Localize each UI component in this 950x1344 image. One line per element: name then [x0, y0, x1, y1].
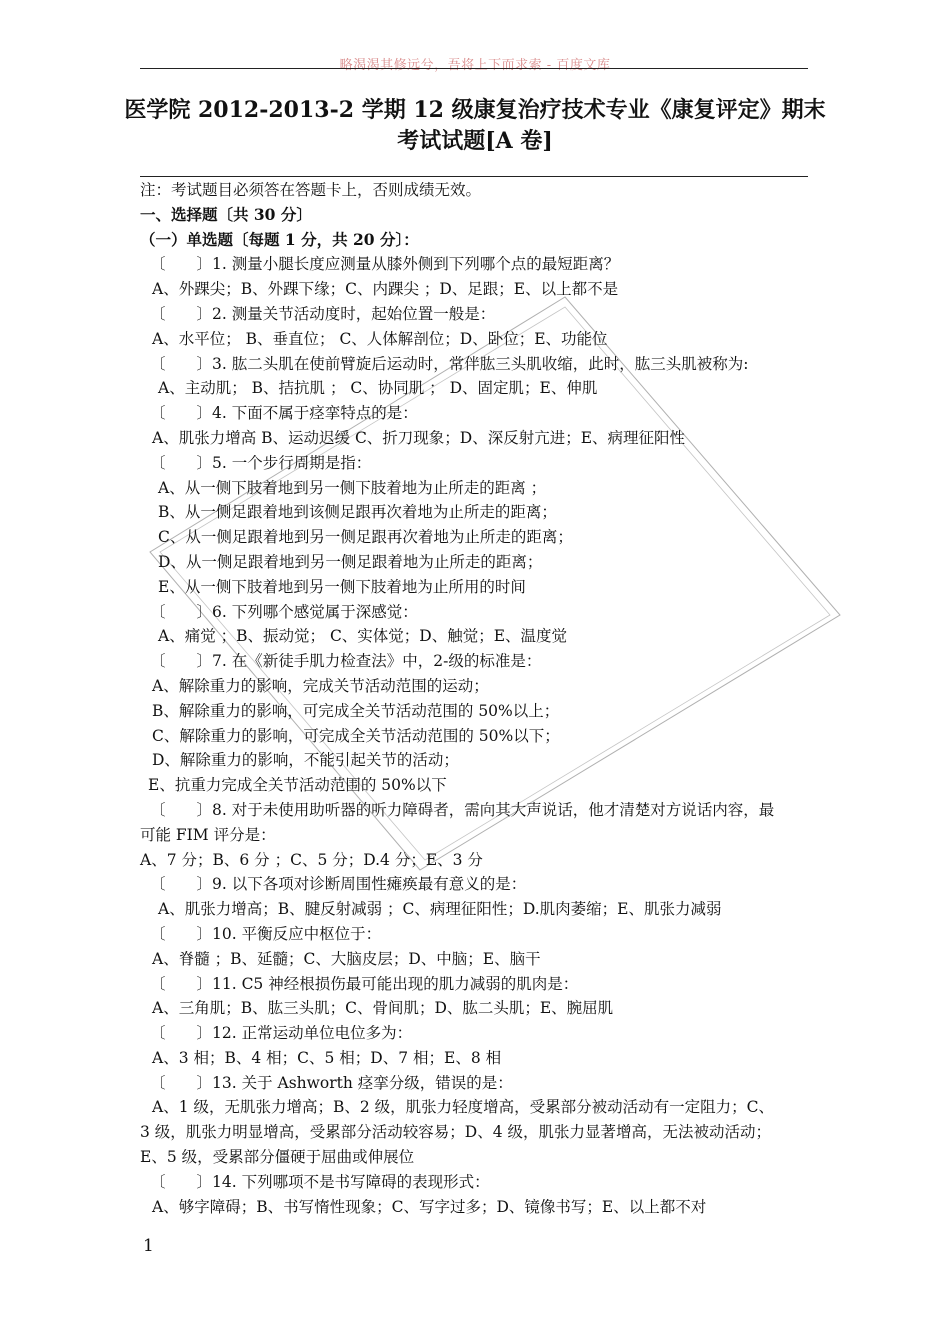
- question-options: A、够字障碍；B、书写惰性现象；C、写字过多；D、镜像书写；E、以上都不对: [152, 1197, 707, 1216]
- question: 〔 〕1. 测量小腿长度应测量从膝外侧到下列哪个点的最短距离？: [150, 255, 620, 274]
- question: 〔 〕12. 正常运动单位电位多为：: [150, 1024, 413, 1043]
- question-continuation: 可能 FIM 评分是：: [140, 825, 276, 844]
- question-options: A、痛觉 ；B、振动觉； C、实体觉；D、触觉；E、温度觉: [158, 627, 568, 646]
- question-options: A、主动肌； B、拮抗肌 ； C、协同肌 ； D、固定肌；E、伸肌: [158, 379, 598, 398]
- question: 〔 〕7. 在《新徒手肌力检查法》中，2-级的标准是：: [150, 652, 542, 671]
- question: 〔 〕13. 关于 Ashworth 痉挛分级，错误的是：: [150, 1073, 513, 1092]
- exam-body: [140, 178, 820, 1219]
- question-option: B、解除重力的影响，可完成全关节活动范围的 50%以上；: [152, 701, 560, 720]
- question-options: A、脊髓 ；B、延髓；C、大脑皮层；D、中脑；E、脑干: [152, 949, 541, 968]
- question: 〔 〕8. 对于未使用助听器的听力障碍者，需向其大声说话，他才清楚对方说话内容，最: [150, 800, 775, 819]
- question: 〔 〕6. 下列哪个感觉属于深感觉：: [150, 602, 418, 621]
- question-options: A、水平位； B、垂直位； C、人体解剖位；D、卧位；E、功能位: [152, 329, 608, 348]
- question: 〔 〕14. 下列哪项不是书写障碍的表现形式：: [150, 1172, 490, 1191]
- question: 〔 〕5. 一个步行周期是指：: [150, 453, 372, 472]
- question-options: A、7 分；B、6 分 ；C、5 分；D.4 分；E、3 分: [140, 850, 483, 869]
- question-option: E、抗重力完成全关节活动范围的 50%以下: [148, 776, 447, 795]
- question: 〔 〕9. 以下各项对诊断周围性瘫痪最有意义的是：: [150, 875, 527, 894]
- header-rule: [140, 68, 808, 69]
- title-line-1: 医学院 2012-2013-2 学期 12 级康复治疗技术专业《康复评定》期末: [124, 97, 826, 123]
- watermark-text: 略渴渴其修远兮，吾将上下而求索 - 百度文库: [339, 58, 611, 73]
- exam-note: 注：考试题目必须答在答题卡上，否则成绩无效。: [140, 181, 482, 199]
- question: 〔 〕10. 平衡反应中枢位于：: [150, 924, 382, 943]
- title-rule: [140, 176, 808, 177]
- question-option: E、从一侧下肢着地到另一侧下肢着地为止所用的时间: [158, 577, 526, 596]
- question: 〔 〕4. 下面不属于痉挛特点的是：: [150, 404, 418, 423]
- question-option: C、解除重力的影响，可完成全关节活动范围的 50%以下；: [152, 726, 560, 745]
- question: 〔 〕11. C5 神经根损伤最可能出现的肌力减弱的肌肉是：: [150, 974, 579, 993]
- page-number: 1: [143, 1236, 154, 1256]
- question-option: C、从一侧足跟着地到另一侧足跟再次着地为止所走的距离；: [158, 528, 573, 547]
- question-option: A、从一侧下肢着地到另一侧下肢着地为止所走的距离 ；: [158, 478, 547, 497]
- exam-title: [120, 95, 830, 157]
- question-option: A、1 级，无肌张力增高；B、2 级，肌张力轻度增高，受累部分被动活动有一定阻力；C、: [152, 1098, 775, 1117]
- question-option: A、解除重力的影响，完成关节活动范围的运动；: [152, 676, 489, 695]
- question-options: A、肌张力增高；B、腱反射减弱 ；C、病理征阳性；D.肌肉萎缩；E、肌张力减弱: [158, 900, 722, 919]
- question-options: A、外踝尖；B、外踝下缘；C、内踝尖 ；D、足跟；E、以上都不是: [152, 280, 619, 299]
- question-option: D、从一侧足跟着地到另一侧足跟着地为止所走的距离；: [158, 552, 543, 571]
- title-line-2: 考试试题[A 卷]: [397, 128, 553, 154]
- question: 〔 〕3. 肱二头肌在使前臂旋后运动时，常伴肱三头肌收缩，此时，肱三头肌被称为:: [150, 354, 749, 373]
- section-heading: 一、选择题〔共 30 分〕: [140, 204, 312, 224]
- question-option: B、从一侧足跟着地到该侧足跟再次着地为止所走的距离；: [158, 503, 557, 522]
- question-option: D、解除重力的影响，不能引起关节的活动；: [152, 751, 459, 770]
- question: 〔 〕2. 测量关节活动度时，起始位置一般是：: [150, 304, 496, 323]
- question-options: A、肌张力增高 B、运动迟缓 C、折刀现象；D、深反射亢进；E、病理征阳性: [152, 428, 686, 447]
- question-option: 3 级，肌张力明显增高，受累部分活动较容易；D、4 级，肌张力显著增高，无法被动活动；: [140, 1123, 772, 1142]
- question-option: E、5 级，受累部分僵硬于屈曲或伸展位: [140, 1148, 415, 1167]
- subsection-heading: （一）单选题〔每题 1 分，共 20 分〕：: [140, 229, 419, 249]
- question-options: A、三角肌；B、肱三头肌；C、骨间肌；D、肱二头肌；E、腕屈肌: [152, 999, 614, 1018]
- question-options: A、3 相；B、4 相；C、5 相；D、7 相；E、8 相: [152, 1048, 502, 1067]
